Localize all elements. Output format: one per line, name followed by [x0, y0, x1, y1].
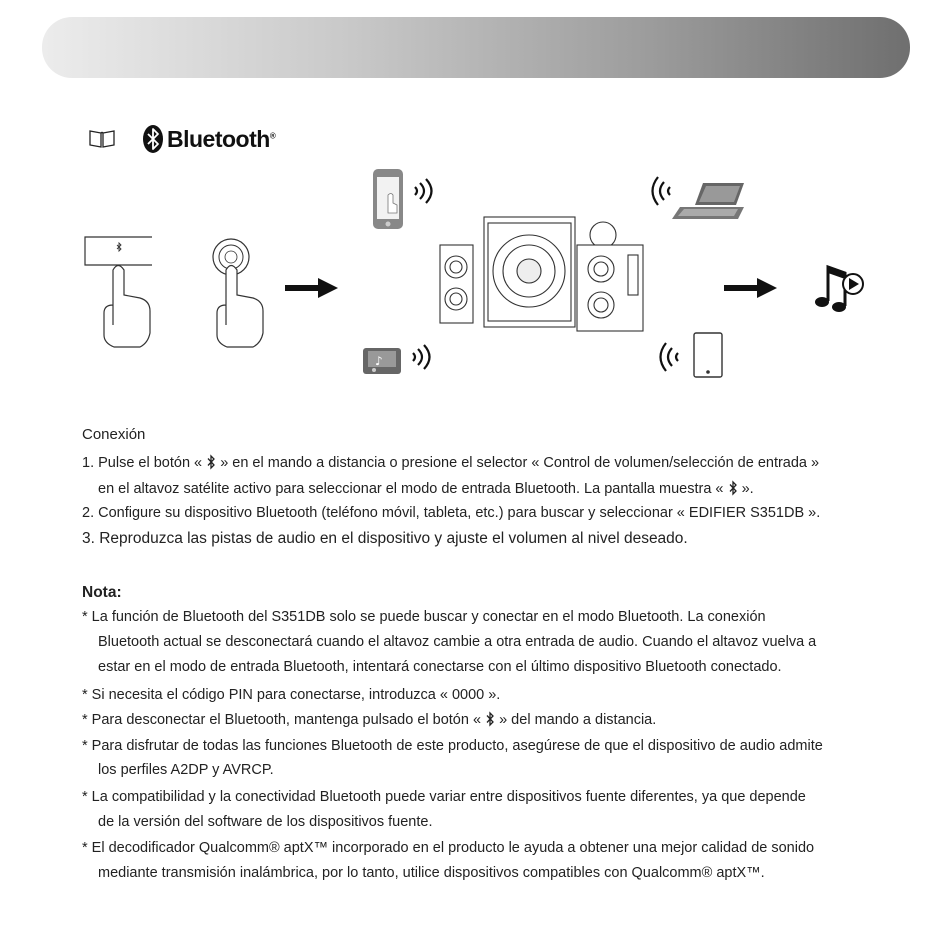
bluetooth-icon — [143, 125, 163, 153]
list-item: en el altavoz satélite activo para seleccionar el modo de entrada Bluetooth. La pantalla muestra « ». — [98, 481, 754, 497]
tablet-icon — [694, 333, 722, 377]
note-item: Bluetooth actual se desconectará cuando el altavoz cambie a otra entrada de audio. Cuando el altavoz vuelva a — [98, 634, 817, 650]
bluetooth-logo-text: Bluetooth® — [167, 125, 276, 152]
bluetooth-logo — [143, 124, 275, 154]
note-item: * Para disfrutar de todas las funciones Bluetooth de este producto, asegúrese de que el dispositivo de audio admite — [82, 738, 823, 754]
bluetooth-icon — [728, 480, 738, 496]
wireless-signal-icon — [661, 343, 679, 371]
note-item: * La compatibilidad y la conectividad Bluetooth puede variar entre dispositivos fuente diferentes, ya que depende — [82, 789, 806, 805]
wireless-signal-icon — [653, 177, 671, 205]
note-item: * La función de Bluetooth del S351DB solo se puede buscar y conectar en el modo Bluetooth. La conexión — [82, 609, 766, 625]
list-item: 1. Pulse el botón « » en el mando a distancia o presione el selector « Control de volumen/selección de entrada » — [82, 455, 820, 471]
note-item: * El decodificador Qualcomm® aptX™ incorporado en el producto le ayuda a obtener una mejor calidad de sonido — [82, 840, 815, 856]
bluetooth-icon — [485, 711, 495, 727]
svg-text:♪: ♪ — [375, 354, 383, 368]
list-item: 3. Reproduzca las pistas de audio en el dispositivo y ajuste el volumen al nivel deseado. — [82, 530, 688, 547]
laptop-icon — [672, 183, 744, 219]
book-icon — [88, 128, 116, 150]
pressing-hand-icon — [217, 266, 263, 348]
arrow-right-icon — [285, 278, 338, 298]
note-item: los perfiles A2DP y AVRCP. — [98, 762, 274, 778]
note-item: * Para desconectar el Bluetooth, mantenga pulsado el botón « » del mando a distancia. — [82, 712, 657, 728]
section-title: Conexión — [82, 426, 146, 443]
arrow-right-icon — [724, 278, 777, 298]
remote-bluetooth-button — [85, 237, 152, 265]
note-item: estar en el modo de entrada Bluetooth, intentará conectarse con el último dispositivo Bluetooth conectado. — [98, 659, 782, 675]
music-player-icon — [363, 348, 401, 374]
note-item: de la versión del software de los dispositivos fuente. — [98, 814, 433, 830]
wireless-signal-icon — [413, 345, 430, 369]
music-note-icon — [815, 267, 863, 312]
note-item: mediante transmisión inalámbrica, por lo tanto, utilice dispositivos compatibles con Qualcomm® aptX™. — [98, 865, 765, 881]
wireless-signal-icon — [415, 179, 432, 203]
pressing-hand-icon — [104, 266, 150, 348]
list-item: 2. Configure su dispositivo Bluetooth (teléfono móvil, tableta, etc.) para buscar y seleccionar « EDIFIER S351DB ». — [82, 505, 821, 521]
note-item: * Si necesita el código PIN para conectarse, introduzca « 0000 ». — [82, 687, 501, 703]
speaker-system-icon — [440, 217, 643, 331]
header-banner — [42, 17, 910, 78]
bluetooth-icon — [206, 454, 216, 470]
smartphone-icon — [373, 169, 403, 229]
connection-illustration — [0, 165, 950, 395]
note-title: Nota: — [82, 584, 122, 601]
